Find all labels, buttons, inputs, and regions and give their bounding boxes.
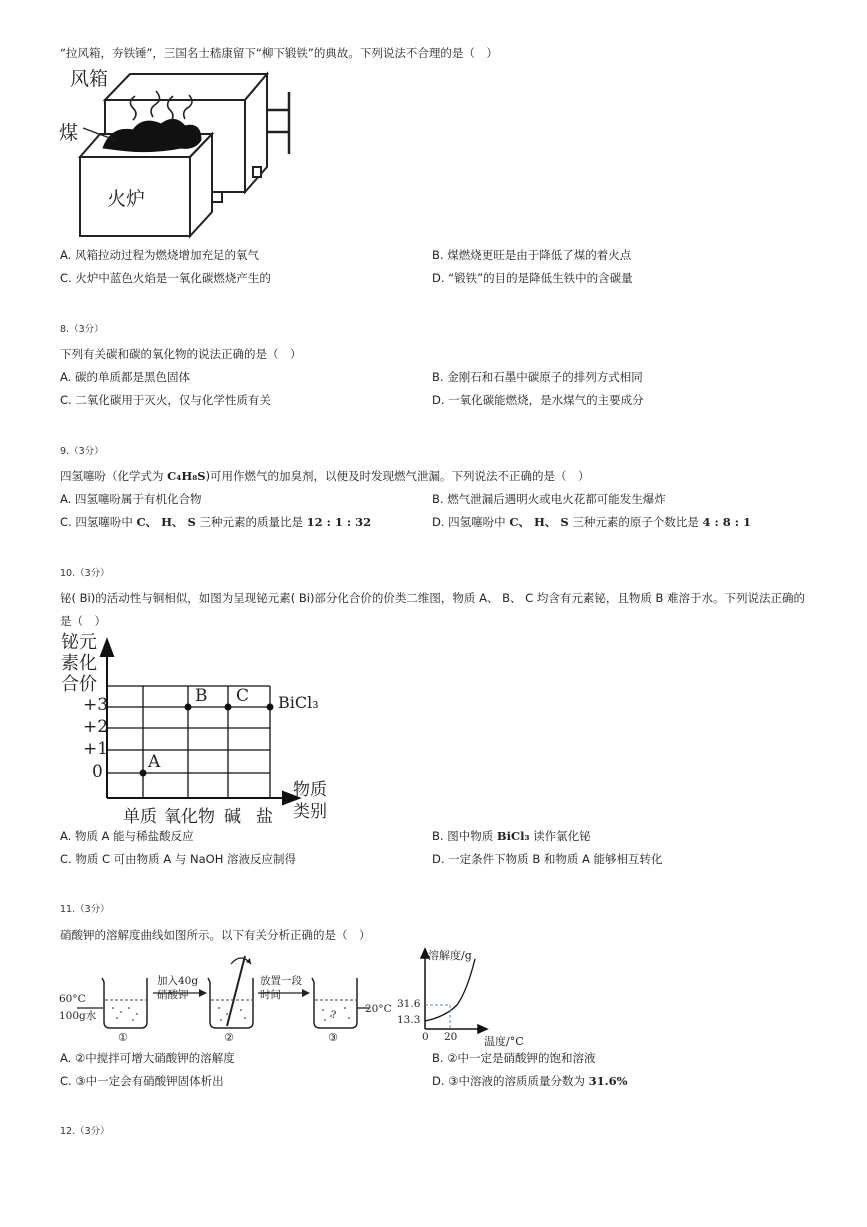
q10-chart-y-title [61,632,97,695]
q11-curve-x-tick: 20 [444,1031,458,1043]
q9-option-b[interactable]: B. 燃气泄漏后遇明火或电火花都可能发生爆炸 [432,492,666,506]
q11-question-mark: ? [331,1010,337,1021]
q8-stem: 下列有关碳和碳的氧化物的说法正确的是（ ） [60,347,302,361]
q11-start-water: 100g水 [59,1010,97,1022]
q11-option-d-value: 31.6% [588,1074,628,1088]
q7-label-bellows: 风箱 [70,68,109,90]
q10-chart-x-label: 氧化物 [164,807,215,827]
q9-option-c-ratio: 12 : 1 : 32 [306,515,372,529]
q10-option-d[interactable]: D. 一定条件下物质 B 和物质 A 能够相互转化 [432,852,663,866]
q10-chart-x-label: 单质 [123,807,157,827]
q10-chart-x-label: 碱 [224,807,241,827]
q11-curve-y-title: 溶解度/g [428,949,472,962]
q11-start-temp: 60°C [59,993,86,1005]
q10-chart-y-title-line: 铋元 [61,632,97,653]
q8-option-b[interactable]: B. 金刚石和石墨中碳原子的排列方式相同 [432,370,643,384]
q10-option-b-pre: B. 图中物质 [432,829,497,843]
q10-chart-y-title-line: 合价 [61,674,97,695]
q10-chart-y-tick: +2 [83,717,109,737]
q9-option-c-elements: C、 H、 S [136,515,196,529]
q10-option-b-post: 读作氯化铋 [529,829,591,843]
q7-label-coal: 煤 [59,122,79,144]
q9-option-a[interactable]: A. 四氢噻吩属于有机化合物 [60,492,202,506]
q11-option-d[interactable] [432,1073,628,1089]
q10-point-a-label: A [148,752,161,772]
q9-stem-pre: 四氢噻吩（化学式为 [60,469,168,483]
q11-curve-x-tick: 0 [422,1031,429,1043]
q11-option-d-pre: D. ③中溶液的溶质质量分数为 [432,1074,589,1088]
q8-option-a[interactable]: A. 碳的单质都是黑色固体 [60,370,190,384]
q10-stem-line2: 是（ ） [60,614,106,628]
q10-chart-x-title [293,779,327,823]
q7-label-furnace: 火炉 [107,188,146,210]
q9-option-c[interactable] [60,514,371,530]
q11-option-a[interactable]: A. ②中搅拌可增大硝酸钾的溶解度 [60,1051,235,1065]
q9-option-d-mid: 三种元素的原子个数比是 [568,515,703,529]
q11-experiment-figure [55,948,400,1044]
q9-option-d[interactable] [432,514,751,530]
q11-option-b[interactable]: B. ②中一定是硝酸钾的饱和溶液 [432,1051,596,1065]
q11-option-c[interactable]: C. ③中一定会有硝酸钾固体析出 [60,1074,224,1088]
q11-beaker-label: ③ [328,1031,338,1044]
q11-end-temp: 20°C [365,1003,392,1015]
q7-stem: “拉风箱，夯铁锤”，三国名士嵇康留下“柳下锻铁”的典故。下列说法不合理的是（ ） [60,46,498,60]
q10-option-b[interactable] [432,828,591,844]
q10-point-bicl3-label: BiCl₃ [278,693,319,712]
q12-number: 12.（3分） [60,1126,110,1137]
q7-option-d[interactable]: D. “锻铁”的目的是降低生铁中的含碳量 [432,271,633,285]
q8-option-c[interactable]: C. 二氧化碳用于灭火，仅与化学性质有关 [60,393,271,407]
q9-stem [60,468,590,484]
q10-number: 10.（3分） [60,568,110,579]
q11-stem: 硝酸钾的溶解度曲线如图所示。以下有关分析正确的是（ ） [60,928,371,942]
q10-chart-x-title-line: 类别 [293,802,327,822]
q9-option-d-ratio: 4 : 8 : 1 [702,515,751,529]
q11-curve-y-tick: 13.3 [397,1014,421,1026]
q10-chart-y-title-line: 素化 [61,653,97,674]
q9-option-d-pre: D. 四氢噻吩中 [432,515,510,529]
q10-chart-x-title-line: 物质 [293,780,327,800]
q10-stem-line1: 铋( Bi)的活动性与铜相似，如图为呈现铋元素( Bi)部分化合价的价类二维图，物质 A、 B、 C 均含有元素铋，且物质 B 难溶于水。下列说法正确的 [60,591,806,605]
q11-curve-x-title: 温度/°C [484,1035,524,1048]
q10-chart-y-tick: 0 [92,762,103,782]
q9-option-c-pre: C. 四氢噻吩中 [60,515,137,529]
q11-number: 11.（3分） [60,904,110,915]
q10-option-a[interactable]: A. 物质 A 能与稀盐酸反应 [60,829,194,843]
q8-number: 8.（3分） [60,324,104,335]
q11-beaker-label: ① [118,1031,128,1044]
q10-chart-x-label: 盐 [256,807,273,827]
q10-option-c[interactable]: C. 物质 C 可由物质 A 与 NaOH 溶液反应制得 [60,852,297,866]
q9-option-d-elements: C、 H、 S [509,515,569,529]
q11-step2-line2: 时间 [260,989,281,1001]
q9-stem-post: )可用作燃气的加臭剂，以便及时发现燃气泄漏。下列说法不正确的是（ ） [205,469,590,483]
q11-step2-line1: 放置一段 [260,975,302,987]
q7-option-c[interactable]: C. 火炉中蓝色火焰是一氧化碳燃烧产生的 [60,271,271,285]
q7-option-a[interactable]: A. 风箱拉动过程为燃烧增加充足的氧气 [60,248,259,262]
q9-number: 9.（3分） [60,446,104,457]
q11-beaker-label: ② [224,1031,234,1044]
q10-chart-y-tick: +3 [83,695,109,715]
q11-step1-line1: 加入40g [157,975,199,987]
q7-option-b[interactable]: B. 煤燃烧更旺是由于降低了煤的着火点 [432,248,632,262]
q10-point-c-label: C [236,686,250,706]
q8-option-d[interactable]: D. 一氧化碳能燃烧，是水煤气的主要成分 [432,393,644,407]
q11-step1-line2: 硝酸钾 [157,989,189,1001]
q9-formula: C₄H₈S [167,469,206,483]
q10-option-b-formula: BiCl₃ [496,829,530,843]
q10-point-b-label: B [195,686,208,706]
q9-option-c-mid: 三种元素的质量比是 [195,515,307,529]
q10-chart-y-tick: +1 [83,739,109,759]
q11-curve-y-tick: 31.6 [397,998,421,1010]
